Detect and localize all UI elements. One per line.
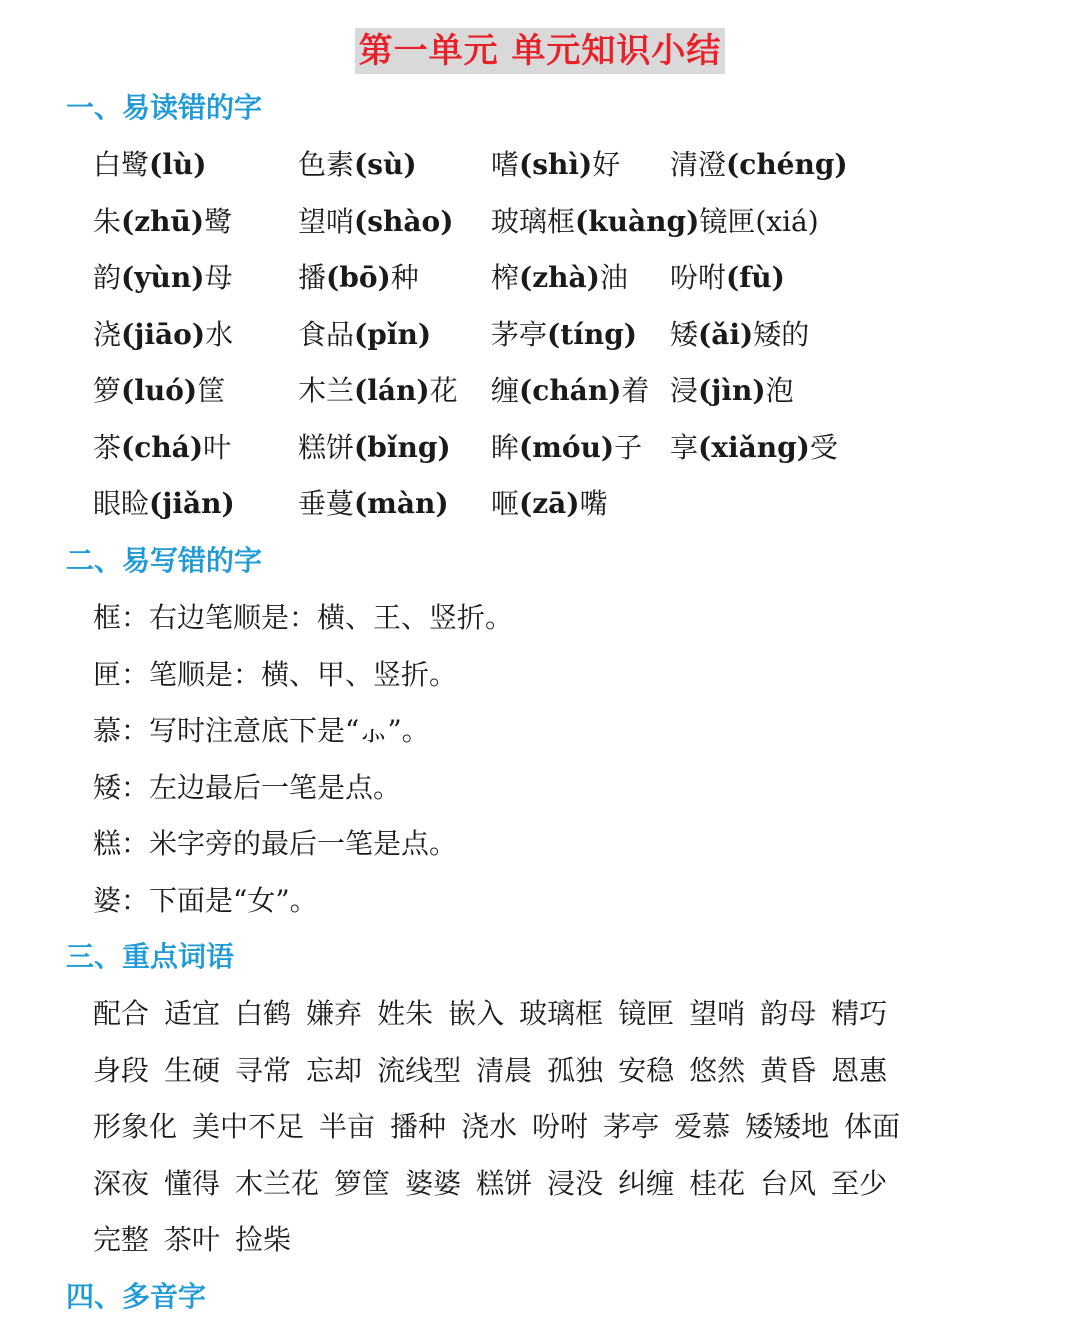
pinyin: (bō) xyxy=(326,261,391,294)
writing-note: 糕：米字旁的最后一笔是点。 xyxy=(93,827,458,860)
hanzi: 着 xyxy=(621,374,650,407)
pinyin: (zhū) xyxy=(121,205,205,238)
pinyin: (shào) xyxy=(354,205,454,238)
hanzi: 食品 xyxy=(298,318,355,351)
vocab-word: 安稳 xyxy=(618,1054,675,1087)
pinyin: (pǐn) xyxy=(354,318,432,351)
reading-item xyxy=(670,371,794,411)
writing-note: 匣：笔顺是：横、甲、竖折。 xyxy=(93,658,458,691)
reading-item xyxy=(491,428,642,468)
vocab-word: 纠缠 xyxy=(618,1167,675,1200)
pinyin: (jìn) xyxy=(698,374,766,407)
pinyin: (kuàng) xyxy=(575,205,700,238)
section-heading-vocab: 三、重点词语 xyxy=(66,940,235,973)
vocab-word: 流线型 xyxy=(377,1054,462,1087)
hanzi: 泡 xyxy=(765,374,794,407)
hanzi: 浇 xyxy=(93,318,122,351)
vocab-row xyxy=(93,994,993,1034)
hanzi: 嘴 xyxy=(579,487,608,520)
hanzi: 韵 xyxy=(93,261,122,294)
hanzi: 糕饼 xyxy=(298,431,355,464)
hanzi: 玻璃框 xyxy=(491,205,576,238)
pinyin: (chéng) xyxy=(726,148,848,181)
vocab-word: 半亩 xyxy=(319,1110,376,1143)
vocab-word: 清晨 xyxy=(476,1054,533,1087)
vocab-word: 精巧 xyxy=(831,997,888,1030)
reading-item xyxy=(93,315,233,355)
page-title: 第一单元 单元知识小结 xyxy=(355,28,726,74)
reading-item xyxy=(491,202,819,242)
hanzi: 子 xyxy=(614,431,643,464)
pinyin: (zā) xyxy=(519,487,580,520)
title-wrap xyxy=(0,28,1080,74)
vocab-word: 望哨 xyxy=(689,997,746,1030)
pinyin: (yùn) xyxy=(121,261,205,294)
reading-item xyxy=(93,484,235,524)
reading-item xyxy=(670,428,838,468)
vocab-word: 懂得 xyxy=(164,1167,221,1200)
hanzi: 眸 xyxy=(491,431,520,464)
pinyin: (lù) xyxy=(149,148,207,181)
pinyin: (chán) xyxy=(519,374,622,407)
hanzi: 浸 xyxy=(670,374,699,407)
hanzi: 咂 xyxy=(491,487,520,520)
hanzi: 油 xyxy=(599,261,628,294)
writing-note: 矮：左边最后一笔是点。 xyxy=(93,771,402,804)
reading-item xyxy=(298,315,431,355)
vocab-word: 木兰花 xyxy=(235,1167,320,1200)
section-heading-reading: 一、易读错的字 xyxy=(66,91,263,124)
pinyin: (tíng) xyxy=(547,318,638,351)
hanzi: 榨 xyxy=(491,261,520,294)
vocab-word: 嫌弃 xyxy=(306,997,363,1030)
pinyin: (lán) xyxy=(354,374,430,407)
hanzi: 播 xyxy=(298,261,327,294)
reading-item xyxy=(670,145,848,185)
reading-item xyxy=(670,258,785,298)
vocab-word: 茅亭 xyxy=(603,1110,660,1143)
vocab-word: 箩筐 xyxy=(334,1167,391,1200)
vocab-word: 浇水 xyxy=(461,1110,518,1143)
pinyin: (zhà) xyxy=(519,261,600,294)
reading-item xyxy=(298,258,419,298)
hanzi: 好 xyxy=(592,148,621,181)
vocab-word: 婆婆 xyxy=(405,1167,462,1200)
reading-item xyxy=(298,484,449,524)
pinyin: (móu) xyxy=(519,431,615,464)
vocab-word: 完整 xyxy=(93,1223,150,1256)
hanzi: 母 xyxy=(204,261,233,294)
vocab-word: 台风 xyxy=(760,1167,817,1200)
pinyin: (shì) xyxy=(519,148,593,181)
reading-item xyxy=(491,484,608,524)
vocab-word: 韵母 xyxy=(760,997,817,1030)
pinyin: (fù) xyxy=(726,261,785,294)
vocab-word: 捡柴 xyxy=(235,1223,292,1256)
hanzi: 箩 xyxy=(93,374,122,407)
reading-item xyxy=(491,258,628,298)
section-heading-writing: 二、易写错的字 xyxy=(66,544,263,577)
vocab-word: 寻常 xyxy=(235,1054,292,1087)
pinyin: (màn) xyxy=(354,487,449,520)
hanzi: 种 xyxy=(390,261,419,294)
vocab-word: 体面 xyxy=(844,1110,901,1143)
hanzi: 享 xyxy=(670,431,699,464)
vocab-word: 玻璃框 xyxy=(519,997,604,1030)
writing-note: 慕：写时注意底下是“⺗”。 xyxy=(93,714,430,747)
vocab-word: 至少 xyxy=(831,1167,888,1200)
reading-item xyxy=(298,145,417,185)
vocab-word: 美中不足 xyxy=(192,1110,305,1143)
reading-item xyxy=(670,315,809,355)
reading-item xyxy=(93,428,231,468)
vocab-word: 吩咐 xyxy=(532,1110,589,1143)
pinyin: (chá) xyxy=(121,431,204,464)
vocab-word: 悠然 xyxy=(689,1054,746,1087)
hanzi: 木兰 xyxy=(298,374,355,407)
hanzi: 矮的 xyxy=(753,318,810,351)
hanzi: 嗜 xyxy=(491,148,520,181)
vocab-word: 矮矮地 xyxy=(745,1110,830,1143)
pinyin: (jiāo) xyxy=(121,318,206,351)
hanzi: 茅亭 xyxy=(491,318,548,351)
pinyin: (ǎi) xyxy=(698,318,754,351)
hanzi: 花 xyxy=(429,374,458,407)
reading-item xyxy=(298,371,458,411)
vocab-row xyxy=(93,1051,993,1091)
hanzi: 色素 xyxy=(298,148,355,181)
pinyin: (luó) xyxy=(121,374,198,407)
reading-item xyxy=(93,145,207,185)
vocab-word: 形象化 xyxy=(93,1110,178,1143)
pinyin: (xiǎng) xyxy=(698,431,810,464)
vocab-word: 恩惠 xyxy=(831,1054,888,1087)
reading-item xyxy=(298,428,451,468)
hanzi: 茶 xyxy=(93,431,122,464)
vocab-word: 孤独 xyxy=(547,1054,604,1087)
vocab-word: 生硬 xyxy=(164,1054,221,1087)
writing-note: 婆：下面是“女”。 xyxy=(93,884,318,917)
hanzi: 筐 xyxy=(197,374,226,407)
hanzi: 受 xyxy=(809,431,838,464)
vocab-word: 配合 xyxy=(93,997,150,1030)
vocab-word: 深夜 xyxy=(93,1167,150,1200)
vocab-word: 茶叶 xyxy=(164,1223,221,1256)
vocab-word: 黄昏 xyxy=(760,1054,817,1087)
hanzi: 水 xyxy=(205,318,234,351)
hanzi: 望哨 xyxy=(298,205,355,238)
vocab-word: 身段 xyxy=(93,1054,150,1087)
reading-item xyxy=(93,371,225,411)
pinyin: (jiǎn) xyxy=(149,487,235,520)
vocab-word: 桂花 xyxy=(689,1167,746,1200)
writing-note: 框：右边笔顺是：横、王、竖折。 xyxy=(93,601,514,634)
hanzi: 清澄 xyxy=(670,148,727,181)
reading-item xyxy=(491,315,637,355)
hanzi: 白鹭 xyxy=(93,148,150,181)
reading-item xyxy=(93,202,232,242)
hanzi: 朱 xyxy=(93,205,122,238)
section-heading-polyphone: 四、多音字 xyxy=(66,1280,207,1313)
hanzi: 叶 xyxy=(203,431,232,464)
reading-item xyxy=(93,258,233,298)
vocab-word: 爱慕 xyxy=(674,1110,731,1143)
vocab-word: 忘却 xyxy=(306,1054,363,1087)
hanzi: 缠 xyxy=(491,374,520,407)
vocab-word: 播种 xyxy=(390,1110,447,1143)
reading-item xyxy=(491,371,649,411)
hanzi: 吩咐 xyxy=(670,261,727,294)
hanzi: 镜匣(xiá) xyxy=(699,205,819,238)
vocab-word: 浸没 xyxy=(547,1167,604,1200)
pinyin: (sù) xyxy=(354,148,417,181)
vocab-word: 糕饼 xyxy=(476,1167,533,1200)
hanzi: 矮 xyxy=(670,318,699,351)
vocab-word: 适宜 xyxy=(164,997,221,1030)
vocab-word: 镜匣 xyxy=(618,997,675,1030)
vocab-row xyxy=(93,1220,993,1260)
hanzi: 鹭 xyxy=(204,205,233,238)
hanzi: 眼睑 xyxy=(93,487,150,520)
hanzi: 垂蔓 xyxy=(298,487,355,520)
vocab-row xyxy=(93,1164,993,1204)
reading-item xyxy=(491,145,620,185)
vocab-word: 白鹤 xyxy=(235,997,292,1030)
vocab-word: 嵌入 xyxy=(448,997,505,1030)
pinyin: (bǐng) xyxy=(354,431,451,464)
vocab-word: 姓朱 xyxy=(377,997,434,1030)
vocab-row xyxy=(93,1107,993,1147)
reading-item xyxy=(298,202,453,242)
